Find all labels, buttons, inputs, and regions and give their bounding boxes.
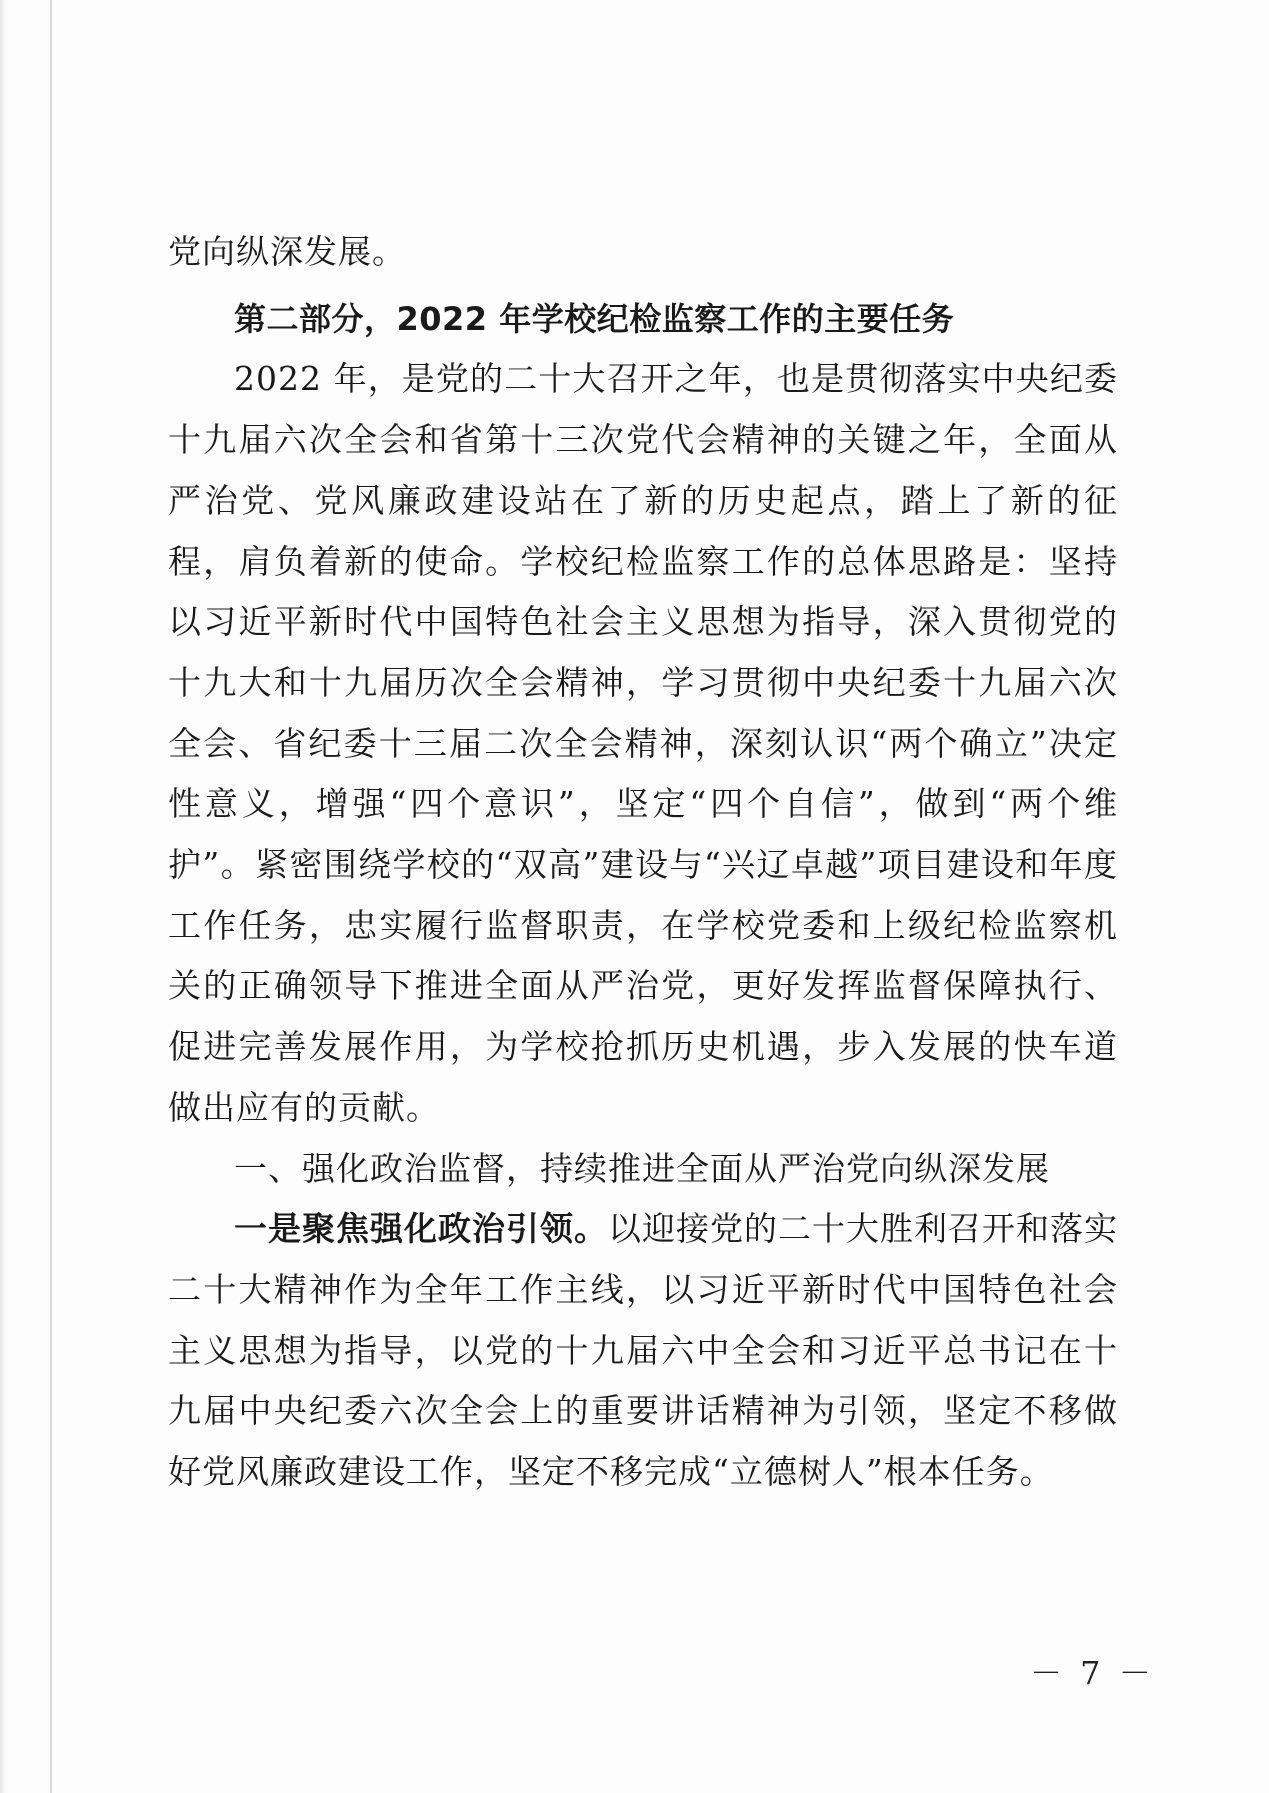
part-heading: 第二部分，2022 年学校纪检监察工作的主要任务 <box>234 299 955 338</box>
scan-shadow <box>0 0 6 1793</box>
intro-paragraph: 2022 年，是党的二十大召开之年，也是贯彻落实中央纪委十九届六次全会和省第十三次党代会精神的关键之年，全面从严治党、党风廉政建设站在了新的历史起点，踏上了新的征程，肩负着新的使命。学校纪检监察工作的总体思路是：坚持以习近平新时代中国特色社会主义思想为指导，深入贯彻党的十九大和十九届历次全会精神，学习贯彻中央纪委十九届六次全会、省纪委十三届二次全会精神，深刻认识“两个确立”决定性意义，增强“四个意识”，坚定“四个自信”，做到“两个维护”。紧密围绕学校的“双高”建设与“兴辽卓越”项目建设和年度工作任务，忠实履行监督职责，在学校党委和上级纪检监察机关的正确领导下推进全面从严治党，更好发挥监督保障执行、促进完善发展作用，为学校抢抓历史机遇，步入发展的快车道做出应有的贡献。 <box>168 359 1118 1127</box>
item-body: 以迎接党的二十大胜利召开和落实二十大精神作为全年工作主线，以习近平新时代中国特色社会主义思想为指导，以党的十九届六中全会和习近平总书记在十九届中央纪委六次全会上的重要讲话精神为引领，坚定不移做好党风廉政建设工作，坚定不移完成“立德树人”根本任务。 <box>168 1209 1118 1492</box>
scan-edge-line <box>50 0 52 1793</box>
section-heading: 一、强化政治监督，持续推进全面从严治党向纵深发展 <box>234 1148 1050 1188</box>
item-lead: 一是聚焦强化政治引领。 <box>234 1209 608 1249</box>
continuation-text: 党向纵深发展。 <box>168 232 406 271</box>
page-number: － 7 － <box>1030 1654 1155 1692</box>
document-body <box>168 222 1118 1503</box>
item-paragraph <box>168 1199 1118 1503</box>
